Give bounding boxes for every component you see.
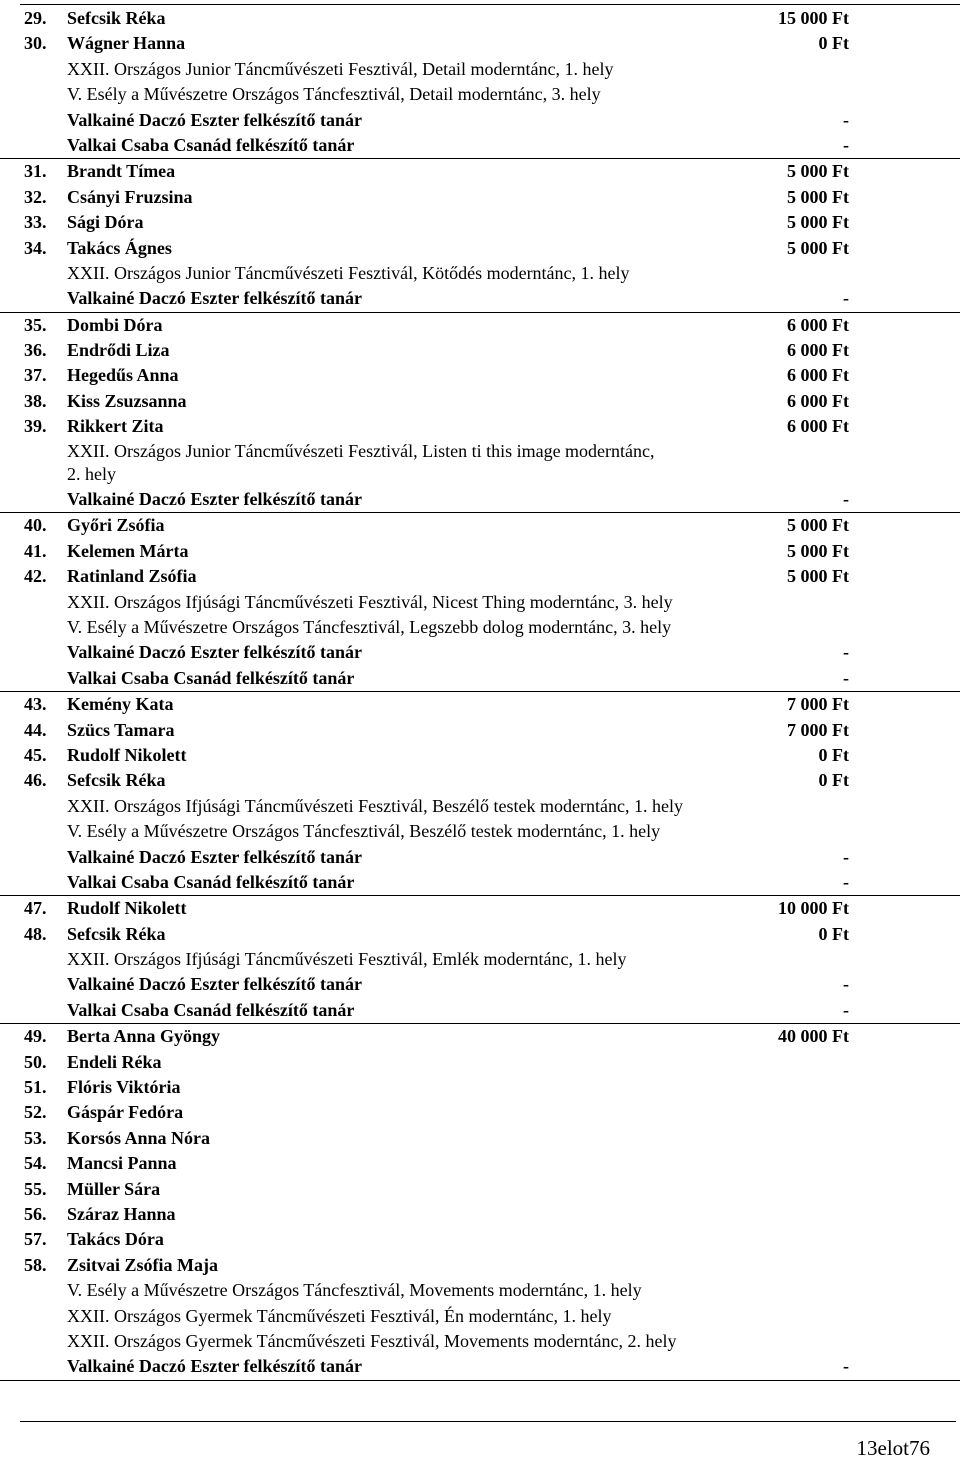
- entry-row: [0, 1177, 960, 1202]
- teacher-row: [0, 108, 960, 133]
- entry-row: [0, 1075, 960, 1100]
- teacher-name: Valkainé Daczó Eszter felkészítő tanár: [67, 846, 362, 867]
- entry-number: 39.: [24, 416, 47, 437]
- entry-row: [0, 1050, 960, 1075]
- entry-number: 58.: [24, 1254, 47, 1275]
- teacher-value: -: [843, 667, 849, 688]
- entry-amount: 7 000 Ft: [787, 719, 849, 740]
- result-line: [0, 462, 960, 487]
- entry-number: 44.: [24, 719, 47, 740]
- teacher-name: Valkainé Daczó Eszter felkészítő tanár: [67, 288, 362, 309]
- entry-name: Takács Dóra: [67, 1229, 164, 1250]
- entry-name: Dombi Dóra: [67, 314, 163, 335]
- entry-name: Flóris Viktória: [67, 1077, 181, 1098]
- entry-amount: 0 Ft: [818, 923, 849, 944]
- teacher-value: -: [843, 974, 849, 995]
- result-text: V. Esély a Művészetre Országos Táncfesztivál, Legszebb dolog moderntánc, 3. hely: [67, 616, 672, 637]
- award-group: [0, 896, 960, 1024]
- result-line: [0, 261, 960, 286]
- entry-number: 31.: [24, 161, 47, 182]
- award-list: [0, 6, 960, 1381]
- entry-number: 36.: [24, 340, 47, 361]
- entry-name: Győri Zsófia: [67, 515, 165, 536]
- entry-number: 45.: [24, 744, 47, 765]
- top-rule: [20, 4, 960, 5]
- teacher-row: [0, 487, 960, 512]
- result-line: [0, 615, 960, 640]
- result-line: [0, 1329, 960, 1354]
- entry-number: 53.: [24, 1127, 47, 1148]
- teacher-row: [0, 286, 960, 311]
- entry-number: 49.: [24, 1026, 47, 1047]
- result-line: [0, 440, 960, 462]
- result-text: XXII. Országos Gyermek Táncművészeti Fesztivál, Én moderntánc, 1. hely: [67, 1305, 612, 1326]
- entry-row: [0, 210, 960, 235]
- entry-number: 50.: [24, 1051, 47, 1072]
- entry-row: [0, 185, 960, 210]
- teacher-value: -: [843, 109, 849, 130]
- entry-number: 38.: [24, 390, 47, 411]
- teacher-value: -: [843, 871, 849, 892]
- entry-amount: 5 000 Ft: [787, 515, 849, 536]
- entry-amount: 6 000 Ft: [787, 365, 849, 386]
- teacher-name: Valkainé Daczó Eszter felkészítő tanár: [67, 489, 362, 510]
- teacher-row: [0, 870, 960, 895]
- result-text: 2. hely: [67, 463, 116, 484]
- entry-amount: 40 000 Ft: [778, 1026, 849, 1047]
- entry-number: 35.: [24, 314, 47, 335]
- entry-number: 37.: [24, 365, 47, 386]
- entry-name: Száraz Hanna: [67, 1203, 176, 1224]
- teacher-name: Valkainé Daczó Eszter felkészítő tanár: [67, 109, 362, 130]
- teacher-name: Valkai Csaba Csanád felkészítő tanár: [67, 871, 355, 892]
- teacher-value: -: [843, 1356, 849, 1377]
- teacher-row: [0, 1354, 960, 1379]
- entry-amount: 5 000 Ft: [787, 566, 849, 587]
- entry-name: Kiss Zsuzsanna: [67, 390, 187, 411]
- entry-number: 52.: [24, 1102, 47, 1123]
- entry-number: 47.: [24, 898, 47, 919]
- entry-name: Kemény Kata: [67, 694, 174, 715]
- entry-name: Szücs Tamara: [67, 719, 175, 740]
- entry-name: Rudolf Nikolett: [67, 744, 187, 765]
- teacher-row: [0, 845, 960, 870]
- result-text: XXII. Országos Junior Táncművészeti Fesztivál, Kötődés moderntánc, 1. hely: [67, 262, 630, 283]
- teacher-name: Valkai Csaba Csanád felkészítő tanár: [67, 667, 355, 688]
- entry-amount: 5 000 Ft: [787, 540, 849, 561]
- bottom-rule: [20, 1421, 956, 1422]
- award-group: [0, 159, 960, 312]
- result-text: V. Esély a Művészetre Országos Táncfesztivál, Beszélő testek moderntánc, 1. hely: [67, 821, 661, 842]
- teacher-name: Valkai Csaba Csanád felkészítő tanár: [67, 134, 355, 155]
- entry-number: 46.: [24, 770, 47, 791]
- teacher-value: -: [843, 846, 849, 867]
- teacher-row: [0, 998, 960, 1023]
- entry-name: Sági Dóra: [67, 212, 144, 233]
- entry-row: [0, 389, 960, 414]
- entry-number: 34.: [24, 237, 47, 258]
- entry-row: [0, 31, 960, 56]
- entry-amount: 6 000 Ft: [787, 416, 849, 437]
- entry-row: [0, 1227, 960, 1252]
- entry-number: 32.: [24, 186, 47, 207]
- result-line: [0, 794, 960, 819]
- entry-name: Sefcsik Réka: [67, 923, 166, 944]
- entry-number: 48.: [24, 923, 47, 944]
- teacher-row: [0, 133, 960, 158]
- result-line: [0, 590, 960, 615]
- teacher-row: [0, 666, 960, 691]
- award-group: [0, 1024, 960, 1380]
- entry-row: [0, 692, 960, 717]
- entry-number: 56.: [24, 1203, 47, 1224]
- entry-name: Ratinland Zsófia: [67, 566, 197, 587]
- entry-number: 41.: [24, 540, 47, 561]
- entry-row: [0, 1126, 960, 1151]
- entry-row: [0, 896, 960, 921]
- entry-row: [0, 1024, 960, 1049]
- teacher-name: Valkainé Daczó Eszter felkészítő tanár: [67, 974, 362, 995]
- teacher-name: Valkainé Daczó Eszter felkészítő tanár: [67, 642, 362, 663]
- entry-name: Zsitvai Zsófia Maja: [67, 1254, 218, 1275]
- entry-amount: 7 000 Ft: [787, 694, 849, 715]
- entry-name: Endrődi Liza: [67, 340, 170, 361]
- entry-name: Berta Anna Gyöngy: [67, 1026, 221, 1047]
- page-footer: 13elot76: [856, 1436, 930, 1460]
- entry-number: 43.: [24, 694, 47, 715]
- entry-amount: 5 000 Ft: [787, 186, 849, 207]
- teacher-value: -: [843, 288, 849, 309]
- entry-row: [0, 1202, 960, 1227]
- teacher-name: Valkainé Daczó Eszter felkészítő tanár: [67, 1356, 362, 1377]
- award-group: [0, 513, 960, 692]
- entry-row: [0, 922, 960, 947]
- award-group: [0, 313, 960, 514]
- entry-name: Takács Ágnes: [67, 237, 172, 258]
- entry-row: [0, 1151, 960, 1176]
- entry-number: 55.: [24, 1178, 47, 1199]
- entry-name: Endeli Réka: [67, 1051, 162, 1072]
- entry-number: 33.: [24, 212, 47, 233]
- entry-row: [0, 338, 960, 363]
- award-group: [0, 692, 960, 896]
- entry-name: Rudolf Nikolett: [67, 898, 187, 919]
- result-line: [0, 82, 960, 107]
- result-text: V. Esély a Művészetre Országos Táncfesztivál, Movements moderntánc, 1. hely: [67, 1280, 642, 1301]
- result-text: V. Esély a Művészetre Országos Táncfesztivál, Detail moderntánc, 3. hely: [67, 84, 601, 105]
- entry-name: Mancsi Panna: [67, 1153, 177, 1174]
- teacher-name: Valkai Csaba Csanád felkészítő tanár: [67, 999, 355, 1020]
- entry-number: 40.: [24, 515, 47, 536]
- entry-amount: 5 000 Ft: [787, 237, 849, 258]
- entry-number: 51.: [24, 1077, 47, 1098]
- result-text: XXII. Országos Junior Táncművészeti Fesztivál, Detail moderntánc, 1. hely: [67, 58, 614, 79]
- result-line: [0, 819, 960, 844]
- entry-name: Hegedűs Anna: [67, 365, 179, 386]
- entry-name: Sefcsik Réka: [67, 8, 166, 28]
- entry-row: [0, 1253, 960, 1278]
- entry-number: 54.: [24, 1153, 47, 1174]
- teacher-row: [0, 972, 960, 997]
- teacher-value: -: [843, 134, 849, 155]
- entry-row: [0, 1100, 960, 1125]
- entry-amount: 5 000 Ft: [787, 212, 849, 233]
- result-text: XXII. Országos Ifjúsági Táncművészeti Fesztivál, Emlék moderntánc, 1. hely: [67, 949, 627, 970]
- entry-amount: 0 Ft: [818, 744, 849, 765]
- result-text: XXII. Országos Junior Táncművészeti Fesztivál, Listen ti this image moderntánc,: [67, 440, 655, 461]
- entry-number: 30.: [24, 33, 47, 54]
- entry-name: Kelemen Márta: [67, 540, 189, 561]
- result-text: XXII. Országos Gyermek Táncművészeti Fesztivál, Movements moderntánc, 2. hely: [67, 1330, 677, 1351]
- entry-name: Gáspár Fedóra: [67, 1102, 184, 1123]
- entry-amount: 6 000 Ft: [787, 314, 849, 335]
- entry-number: 29.: [24, 8, 47, 28]
- entry-row: [0, 539, 960, 564]
- entry-row: [0, 363, 960, 388]
- result-text: XXII. Országos Ifjúsági Táncművészeti Fesztivál, Beszélő testek moderntánc, 1. hely: [67, 795, 683, 816]
- teacher-value: -: [843, 999, 849, 1020]
- entry-number: 57.: [24, 1229, 47, 1250]
- entry-row: [0, 236, 960, 261]
- entry-row: [0, 768, 960, 793]
- entry-row: [0, 414, 960, 439]
- teacher-value: -: [843, 489, 849, 510]
- entry-name: Rikkert Zita: [67, 416, 164, 437]
- entry-number: 42.: [24, 566, 47, 587]
- entry-name: Korsós Anna Nóra: [67, 1127, 211, 1148]
- teacher-value: -: [843, 642, 849, 663]
- entry-row: [0, 159, 960, 184]
- entry-row: [0, 564, 960, 589]
- entry-amount: 5 000 Ft: [787, 161, 849, 182]
- result-text: XXII. Országos Ifjúsági Táncművészeti Fesztivál, Nicest Thing moderntánc, 3. hely: [67, 591, 673, 612]
- teacher-row: [0, 640, 960, 665]
- entry-name: Sefcsik Réka: [67, 770, 166, 791]
- entry-name: Brandt Tímea: [67, 161, 176, 182]
- entry-amount: 6 000 Ft: [787, 390, 849, 411]
- entry-amount: 6 000 Ft: [787, 340, 849, 361]
- entry-row: [0, 718, 960, 743]
- entry-amount: 0 Ft: [818, 770, 849, 791]
- result-line: [0, 1304, 960, 1329]
- entry-name: Wágner Hanna: [67, 33, 186, 54]
- entry-row: [0, 6, 960, 31]
- entry-name: Csányi Fruzsina: [67, 186, 193, 207]
- entry-amount: 15 000 Ft: [778, 8, 849, 28]
- award-group: [0, 6, 960, 159]
- result-line: [0, 1278, 960, 1303]
- result-line: [0, 57, 960, 82]
- result-line: [0, 947, 960, 972]
- entry-row: [0, 743, 960, 768]
- entry-amount: 0 Ft: [818, 33, 849, 54]
- entry-row: [0, 513, 960, 538]
- entry-row: [0, 313, 960, 338]
- entry-name: Müller Sára: [67, 1178, 161, 1199]
- entry-amount: 10 000 Ft: [778, 898, 849, 919]
